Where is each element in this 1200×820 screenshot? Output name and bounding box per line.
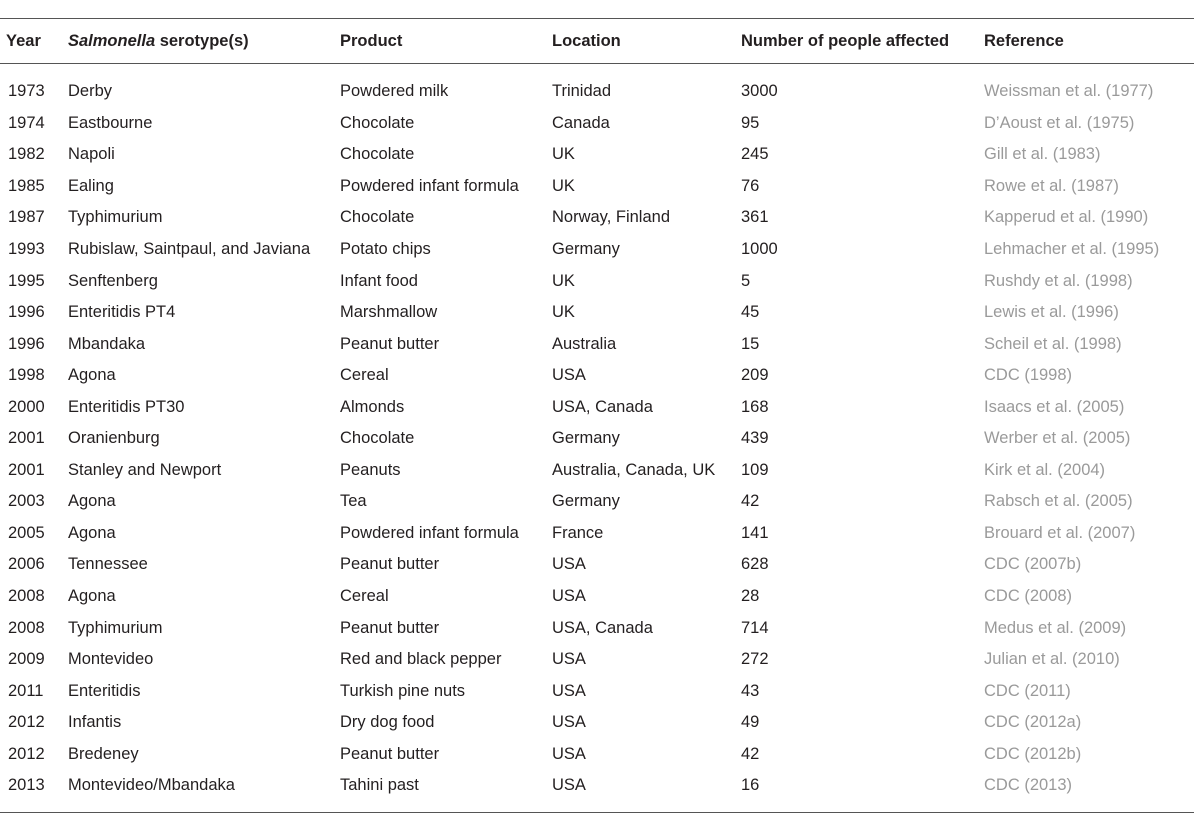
cell-affected: 49 (741, 713, 760, 732)
cell-affected: 109 (741, 460, 769, 479)
cell-year: 1996 (8, 334, 45, 353)
cell-reference: CDC (2007b) (984, 555, 1082, 574)
cell-affected: 15 (741, 334, 760, 353)
table-row (0, 108, 1194, 140)
table-row (0, 297, 1194, 329)
cell-reference: Julian et al. (2010) (984, 650, 1120, 669)
cell-year: 2001 (8, 460, 45, 479)
cell-year: 1985 (8, 176, 45, 195)
cell-serotype: Montevideo (68, 650, 154, 669)
cell-serotype: Bredeney (68, 744, 139, 763)
cell-location: USA, Canada (552, 618, 653, 637)
cell-year: 1973 (8, 82, 45, 101)
table-row (0, 171, 1194, 203)
cell-reference: Lehmacher et al. (1995) (984, 240, 1160, 258)
cell-product: Tea (340, 492, 367, 511)
cell-year: 1982 (8, 145, 45, 164)
cell-reference: Weissman et al. (1977) (984, 82, 1154, 101)
cell-reference: Rushdy et al. (1998) (984, 271, 1133, 290)
cell-product: Peanuts (340, 460, 401, 479)
cell-reference: Isaacs et al. (2005) (984, 397, 1125, 416)
header-serotype-suffix: serotype(s) (155, 32, 249, 50)
header-affected: Number of people affected (741, 32, 950, 50)
cell-year: 2008 (8, 587, 45, 606)
cell-product: Cereal (340, 366, 389, 385)
cell-year: 2012 (8, 713, 45, 732)
cell-serotype: Typhimurium (68, 208, 163, 227)
cell-product: Red and black pepper (340, 650, 502, 669)
table-row (0, 63, 1194, 108)
cell-year: 1993 (8, 240, 45, 258)
cell-product: Cereal (340, 587, 389, 606)
cell-product: Dry dog food (340, 713, 435, 732)
table-row (0, 581, 1194, 613)
cell-serotype: Napoli (68, 145, 115, 164)
cell-serotype: Stanley and Newport (68, 460, 222, 479)
cell-location: Norway, Finland (552, 208, 670, 227)
cell-product: Powdered milk (340, 82, 449, 101)
table-row (0, 612, 1194, 644)
cell-product: Peanut butter (340, 618, 440, 637)
cell-year: 1996 (8, 303, 45, 322)
header-serotype-genus: Salmonella (68, 32, 156, 50)
cell-product: Chocolate (340, 145, 415, 164)
cell-product: Almonds (340, 397, 405, 416)
cell-affected: 714 (741, 618, 769, 637)
table-row (0, 486, 1194, 518)
header-location: Location (552, 32, 621, 50)
cell-reference: Brouard et al. (2007) (984, 523, 1136, 542)
cell-serotype: Agona (68, 366, 116, 385)
cell-affected: 168 (741, 397, 769, 416)
cell-location: Germany (552, 240, 620, 258)
cell-serotype: Senftenberg (68, 271, 158, 290)
table-row (0, 738, 1194, 770)
cell-location: USA (552, 776, 586, 795)
cell-affected: 95 (741, 113, 760, 132)
table-row (0, 234, 1194, 266)
cell-serotype: Rubislaw, Saintpaul, and Javiana (68, 240, 311, 258)
cell-serotype: Infantis (68, 713, 122, 732)
cell-affected: 45 (741, 303, 760, 322)
header-product: Product (340, 32, 403, 50)
cell-location: France (552, 523, 604, 542)
cell-product: Peanut butter (340, 744, 440, 763)
cell-reference: CDC (2008) (984, 587, 1073, 606)
cell-location: USA (552, 366, 586, 385)
table-row (0, 707, 1194, 739)
cell-reference: Rabsch et al. (2005) (984, 492, 1133, 511)
cell-reference: CDC (2011) (984, 681, 1071, 700)
cell-affected: 439 (741, 429, 769, 448)
cell-reference: Kirk et al. (2004) (984, 460, 1106, 479)
cell-product: Chocolate (340, 113, 415, 132)
table-row (0, 328, 1194, 360)
table-row (0, 675, 1194, 707)
cell-serotype: Montevideo/Mbandaka (68, 776, 235, 795)
cell-product: Tahini past (340, 776, 419, 795)
cell-location: Germany (552, 492, 620, 511)
cell-location: UK (552, 145, 575, 164)
cell-location: Canada (552, 113, 610, 132)
cell-product: Peanut butter (340, 555, 440, 574)
cell-affected: 42 (741, 744, 760, 763)
table-row (0, 455, 1194, 487)
cell-reference: Scheil et al. (1998) (984, 334, 1122, 353)
cell-year: 1998 (8, 366, 45, 385)
cell-reference: Gill et al. (1983) (984, 145, 1101, 164)
cell-product: Infant food (340, 271, 418, 290)
cell-serotype: Derby (68, 82, 113, 101)
cell-location: Australia, Canada, UK (552, 460, 716, 479)
cell-product: Peanut butter (340, 334, 440, 353)
cell-affected: 43 (741, 681, 760, 700)
cell-serotype: Ealing (68, 176, 114, 195)
cell-affected: 1000 (741, 240, 778, 258)
cell-affected: 28 (741, 587, 760, 606)
cell-reference: CDC (2012b) (984, 744, 1082, 763)
cell-serotype: Agona (68, 523, 116, 542)
table-row (0, 518, 1194, 550)
table-row (0, 644, 1194, 676)
cell-product: Turkish pine nuts (340, 681, 466, 700)
cell-reference: Lewis et al. (1996) (984, 303, 1119, 322)
header-year: Year (6, 32, 41, 50)
cell-year: 2013 (8, 776, 45, 795)
cell-serotype: Agona (68, 492, 116, 511)
cell-location: USA (552, 555, 586, 574)
cell-reference: CDC (2013) (984, 776, 1073, 795)
cell-year: 2012 (8, 744, 45, 763)
cell-product: Potato chips (340, 240, 431, 258)
cell-reference: CDC (1998) (984, 366, 1073, 385)
cell-serotype: Oranienburg (68, 429, 160, 448)
cell-year: 1995 (8, 271, 45, 290)
table-bottom-rule (0, 812, 1194, 813)
cell-location: USA (552, 587, 586, 606)
outbreak-table (0, 20, 1194, 802)
table-row (0, 549, 1194, 581)
cell-location: UK (552, 176, 575, 195)
cell-year: 2011 (8, 681, 44, 700)
cell-serotype: Tennessee (68, 555, 148, 574)
cell-location: USA (552, 744, 586, 763)
cell-year: 2001 (8, 429, 45, 448)
cell-reference: Rowe et al. (1987) (984, 176, 1119, 195)
table-row (0, 391, 1194, 423)
cell-affected: 245 (741, 145, 769, 164)
cell-year: 2005 (8, 523, 45, 542)
cell-affected: 16 (741, 776, 760, 795)
cell-reference: Kapperud et al. (1990) (984, 208, 1149, 227)
cell-year: 2009 (8, 650, 45, 669)
table-row (0, 202, 1194, 234)
cell-year: 1987 (8, 208, 45, 227)
cell-affected: 42 (741, 492, 760, 511)
cell-serotype: Enteritidis PT4 (68, 303, 176, 322)
cell-location: USA (552, 650, 586, 669)
cell-product: Powdered infant formula (340, 176, 519, 195)
cell-serotype: Enteritidis PT30 (68, 397, 185, 416)
table-body (0, 63, 1194, 802)
cell-location: Germany (552, 429, 620, 448)
cell-product: Powdered infant formula (340, 523, 519, 542)
cell-product: Marshmallow (340, 303, 438, 322)
cell-product: Chocolate (340, 429, 415, 448)
cell-location: UK (552, 303, 575, 322)
header-serotype (68, 20, 340, 63)
cell-reference: Werber et al. (2005) (984, 429, 1131, 448)
cell-year: 2008 (8, 618, 45, 637)
table-row (0, 265, 1194, 297)
cell-year: 1974 (8, 113, 45, 132)
cell-affected: 361 (741, 208, 769, 227)
cell-location: UK (552, 271, 575, 290)
header-reference: Reference (984, 32, 1064, 50)
table-row (0, 360, 1194, 392)
cell-location: Trinidad (552, 82, 611, 101)
cell-affected: 76 (741, 176, 760, 195)
cell-reference: Medus et al. (2009) (984, 618, 1127, 637)
table-top-rule (0, 18, 1194, 19)
cell-reference: CDC (2012a) (984, 713, 1082, 732)
cell-serotype: Mbandaka (68, 334, 146, 353)
cell-location: USA (552, 681, 586, 700)
cell-serotype: Enteritidis (68, 681, 141, 700)
cell-serotype: Agona (68, 587, 116, 606)
cell-serotype: Eastbourne (68, 113, 153, 132)
header-row (0, 20, 1194, 63)
cell-location: Australia (552, 334, 617, 353)
cell-affected: 628 (741, 555, 769, 574)
cell-location: USA (552, 713, 586, 732)
cell-year: 2006 (8, 555, 45, 574)
table-row (0, 770, 1194, 802)
table-row (0, 423, 1194, 455)
table-header (0, 20, 1194, 63)
cell-affected: 141 (741, 523, 769, 542)
cell-affected: 5 (741, 271, 751, 290)
cell-year: 2003 (8, 492, 45, 511)
cell-affected: 3000 (741, 82, 778, 101)
cell-product: Chocolate (340, 208, 415, 227)
cell-location: USA, Canada (552, 397, 653, 416)
cell-affected: 272 (741, 650, 769, 669)
cell-year: 2000 (8, 397, 45, 416)
table-row (0, 139, 1194, 171)
cell-reference: D’Aoust et al. (1975) (984, 113, 1135, 132)
cell-serotype: Typhimurium (68, 618, 163, 637)
cell-affected: 209 (741, 366, 769, 385)
